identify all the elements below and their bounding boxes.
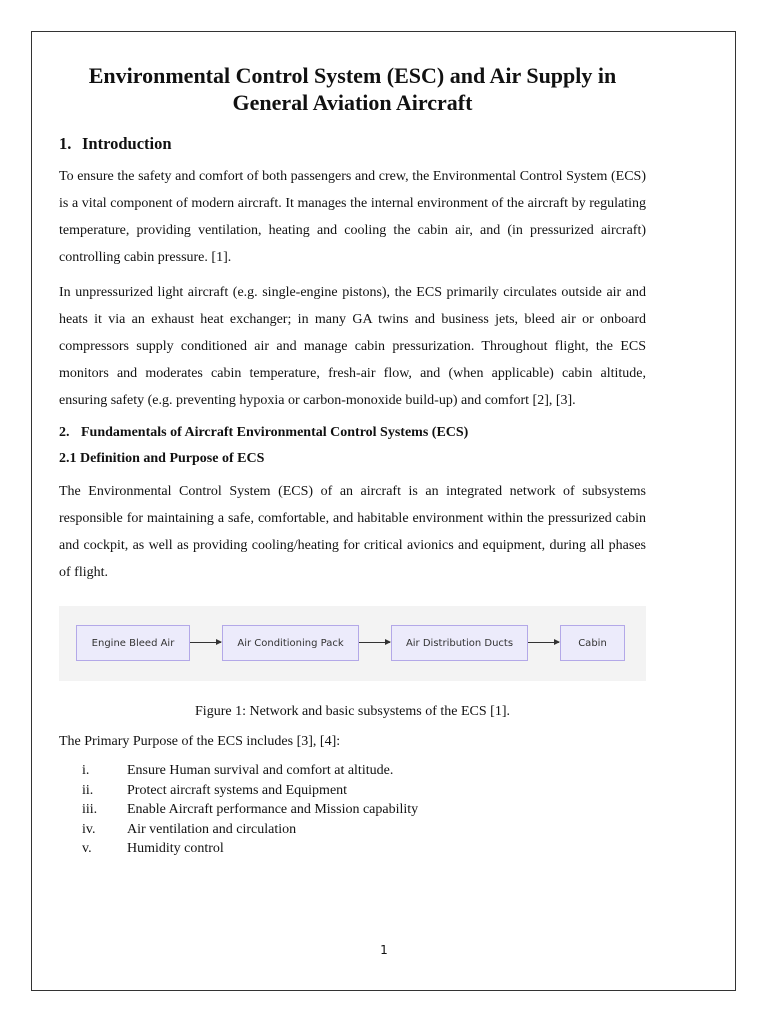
list-item-text: Humidity control bbox=[127, 841, 224, 856]
ecs-flow-diagram bbox=[59, 606, 646, 681]
intro-paragraph-2: In unpressurized light aircraft (e.g. single-engine pistons), the ECS primarily circulates outside air and heats it via an exhaust heat exchanger; in many GA twins and business jets, bleed air or onboard compressors supply conditioned air and manage cabin pressurization. Throughout flight, the ECS monitors and moderates cabin temperature, fresh-air flow, and (when applicable) cabin altitude, ensuring safety (e.g. preventing hypoxia or carbon-monoxide build-up) and comfort [2], [3]. bbox=[59, 285, 646, 408]
arrow-3 bbox=[528, 642, 559, 643]
page-number: 1 bbox=[380, 943, 388, 957]
section-2-heading bbox=[59, 422, 646, 444]
node-engine-bleed-air: Engine Bleed Air bbox=[76, 625, 190, 661]
node-air-distribution-ducts: Air Distribution Ducts bbox=[391, 625, 528, 661]
list-item bbox=[59, 781, 646, 801]
section-2-number: 2. bbox=[59, 425, 70, 440]
list-item-text: Air ventilation and circulation bbox=[127, 821, 297, 837]
list-item-text: Protect aircraft systems and Equipment bbox=[127, 782, 348, 798]
list-item bbox=[59, 820, 646, 840]
definition-paragraph: The Environmental Control System (ECS) of an aircraft is an integrated network of subsystems responsible for maintaining a safe, comfortable, and habitable environment within the pressurized cabin and cockpit, as well as providing cooling/heating for critical avionics and equipment, during all phases of flight. bbox=[59, 484, 646, 580]
section-2-title: Fundamentals of Aircraft Environmental Control Systems (ECS) bbox=[81, 425, 469, 440]
list-item-text: Enable Aircraft performance and Mission capability bbox=[127, 802, 419, 817]
purpose-list bbox=[59, 761, 646, 859]
list-item-number: i. bbox=[82, 763, 90, 778]
figure-caption: Figure 1: Network and basic subsystems of the ECS [1]. bbox=[195, 704, 510, 719]
arrow-1 bbox=[190, 642, 221, 643]
list-item bbox=[59, 800, 646, 820]
list-item-number: v. bbox=[82, 841, 92, 856]
section-1-number: 1. bbox=[59, 134, 72, 153]
list-item-text: Ensure Human survival and comfort at altitude. bbox=[127, 763, 394, 778]
node-air-conditioning-pack: Air Conditioning Pack bbox=[222, 625, 359, 661]
list-item bbox=[59, 839, 646, 859]
node-cabin: Cabin bbox=[560, 625, 625, 661]
list-item bbox=[59, 761, 646, 781]
section-1-heading bbox=[59, 133, 646, 155]
section-1-title: Introduction bbox=[82, 134, 172, 153]
document-body bbox=[59, 62, 646, 859]
list-item-number: iii. bbox=[82, 802, 98, 817]
document-title: Environmental Control System (ESC) and Air Supply in General Aviation Aircraft bbox=[88, 63, 617, 115]
purpose-intro: The Primary Purpose of the ECS includes [3], [4]: bbox=[59, 734, 341, 749]
list-item-number: iv. bbox=[82, 821, 96, 837]
arrow-2 bbox=[359, 642, 390, 643]
intro-paragraph-1: To ensure the safety and comfort of both passengers and crew, the Environmental Control System (ECS) is a vital component of modern aircraft. It manages the internal environment of the aircraft by regulating temperature, providing ventilation, heating and cooling the cabin air, and (in pressurized aircraft) controlling cabin pressure. [1]. bbox=[59, 169, 646, 265]
subsection-2-1-heading: 2.1 Definition and Purpose of ECS bbox=[59, 451, 265, 466]
list-item-number: ii. bbox=[82, 782, 94, 798]
